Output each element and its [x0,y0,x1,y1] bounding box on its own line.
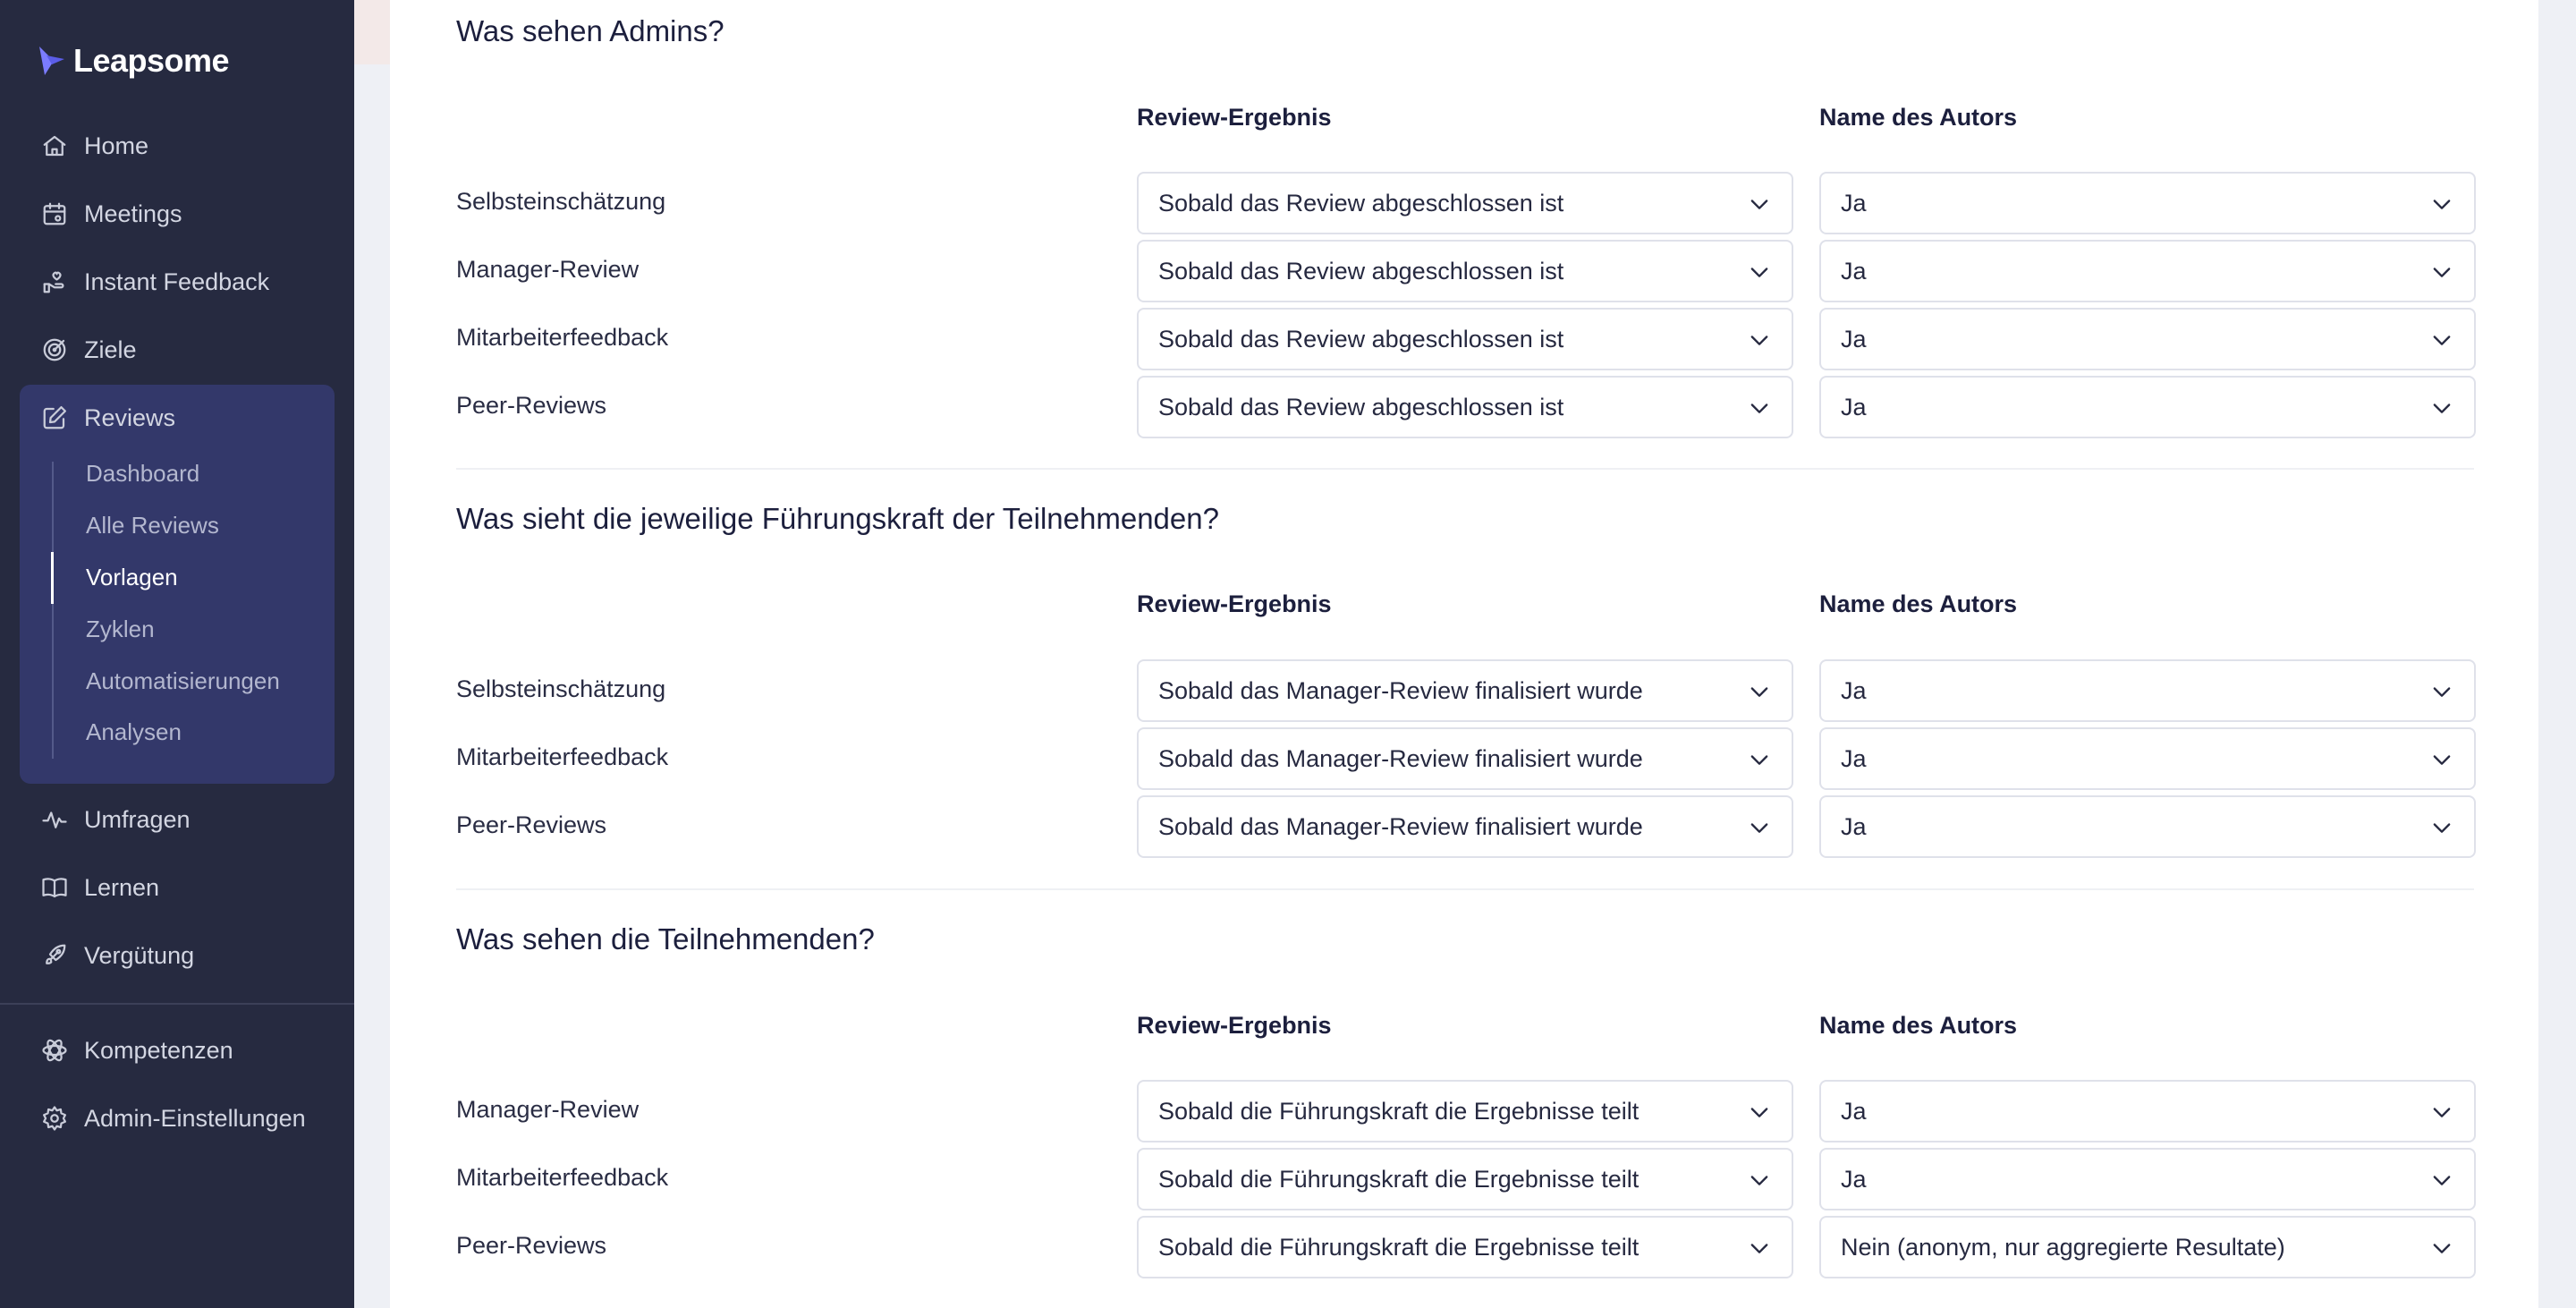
select-value: Ja [1841,677,1867,704]
select-value: Ja [1841,745,1867,772]
sidebar-subitem-dashboard[interactable]: Dashboard [86,460,200,487]
result-select[interactable] [1137,376,1793,438]
sidebar-subitem-zyklen[interactable]: Zyklen [86,616,155,642]
chevron-down-icon [2429,1168,2454,1193]
sidebar-item-reviews[interactable] [0,391,354,445]
result-select[interactable] [1137,727,1793,790]
submenu-active-indicator [51,552,54,604]
select-value: Sobald das Manager-Review finalisiert wurde [1158,677,1643,704]
sidebar-subitem-vorlagen[interactable]: Vorlagen [86,564,178,590]
author-select[interactable] [1819,727,2476,790]
result-select[interactable] [1137,1216,1793,1278]
chevron-down-icon [1747,679,1772,704]
sidebar-item-lernen[interactable] [0,861,354,914]
section-divider [456,888,2474,890]
author-select[interactable] [1819,308,2476,370]
select-value: Sobald das Manager-Review finalisiert wurde [1158,745,1643,772]
author-select[interactable] [1819,659,2476,722]
chevron-down-icon [2429,1236,2454,1261]
sidebar-item-label: Reviews [84,403,176,431]
column-header-author: Name des Autors [1819,104,2018,131]
sidebar-item-label: Umfragen [84,805,191,833]
row-label: Manager-Review [456,1096,640,1123]
result-select[interactable] [1137,1148,1793,1210]
select-value: Sobald die Führungskraft die Ergebnisse teilt [1158,1166,1640,1193]
sidebar-item-admin-einstellungen[interactable] [0,1091,354,1145]
submenu-line [52,462,54,759]
activity-icon [39,804,70,835]
chevron-down-icon [2429,815,2454,840]
select-value: Sobald das Manager-Review finalisiert wurde [1158,813,1643,840]
result-select[interactable] [1137,659,1793,722]
author-select[interactable] [1819,1148,2476,1210]
hand-heart-icon [39,267,70,297]
row-label: Peer-Reviews [456,1232,607,1259]
sidebar-item-label: Lernen [84,873,160,901]
sidebar-item-kompetenzen[interactable] [0,1023,354,1077]
result-select[interactable] [1137,172,1793,234]
sidebar-item-home[interactable] [0,119,354,173]
chevron-down-icon [1747,327,1772,352]
rocket-icon [39,940,70,971]
brand-logo[interactable] [36,39,229,82]
select-value: Ja [1841,1098,1867,1125]
sidebar-item-ziele[interactable] [0,323,354,377]
section-divider [456,468,2474,470]
row-label: Selbsteinschätzung [456,188,666,215]
chevron-down-icon [2429,395,2454,420]
author-select[interactable] [1819,172,2476,234]
sidebar-item-label: Vergütung [84,941,195,969]
target-icon [39,335,70,365]
sidebar-divider [0,1003,354,1005]
row-label: Manager-Review [456,256,640,283]
sidebar-item-label: Instant Feedback [84,268,270,295]
row-label: Selbsteinschätzung [456,675,666,702]
row-label: Mitarbeiterfeedback [456,1164,669,1191]
row-label: Mitarbeiterfeedback [456,324,669,351]
select-value: Sobald das Review abgeschlossen ist [1158,190,1564,217]
brand-name: Leapsome [73,42,230,79]
select-value: Ja [1841,813,1867,840]
sidebar-item-verguetung[interactable] [0,929,354,982]
select-value: Sobald die Führungskraft die Ergebnisse teilt [1158,1234,1640,1261]
result-select[interactable] [1137,1080,1793,1142]
select-value: Ja [1841,190,1867,217]
select-value: Ja [1841,1166,1867,1193]
row-label: Peer-Reviews [456,811,607,838]
chevron-down-icon [1747,395,1772,420]
sidebar-item-meetings[interactable] [0,187,354,241]
author-select[interactable] [1819,795,2476,858]
chevron-down-icon [2429,747,2454,772]
select-value: Sobald das Review abgeschlossen ist [1158,258,1564,285]
sidebar-subitem-automatisierungen[interactable]: Automatisierungen [86,667,280,694]
sidebar-item-label: Admin-Einstellungen [84,1104,306,1132]
row-label: Peer-Reviews [456,392,607,419]
sidebar-item-umfragen[interactable] [0,793,354,846]
atom-icon [39,1035,70,1066]
result-select[interactable] [1137,308,1793,370]
book-icon [39,872,70,903]
sidebar-item-label: Ziele [84,335,137,363]
chevron-down-icon [1747,815,1772,840]
gear-icon [39,1103,70,1134]
chevron-down-icon [2429,679,2454,704]
select-value: Nein (anonym, nur aggregierte Resultate) [1841,1234,2285,1261]
author-select[interactable] [1819,376,2476,438]
calendar-icon [39,199,70,229]
select-value: Sobald die Führungskraft die Ergebnisse teilt [1158,1098,1640,1125]
chevron-down-icon [1747,1100,1772,1125]
home-icon [39,131,70,161]
author-select[interactable] [1819,240,2476,302]
sidebar-subitem-alle-reviews[interactable]: Alle Reviews [86,512,219,539]
section-title-managers: Was sieht die jeweilige Führungskraft der Teilnehmenden? [456,502,1219,535]
sidebar-item-label: Kompetenzen [84,1036,233,1064]
column-header-result: Review-Ergebnis [1137,590,1332,617]
result-select[interactable] [1137,240,1793,302]
section-title-admins: Was sehen Admins? [456,14,724,47]
chevron-down-icon [1747,1236,1772,1261]
leapsome-logo-icon [36,43,68,79]
chevron-down-icon [1747,259,1772,285]
chevron-down-icon [2429,259,2454,285]
sidebar [0,0,354,1308]
section-title-participants: Was sehen die Teilnehmenden? [456,922,875,956]
sidebar-subitem-analysen[interactable]: Analysen [86,718,182,745]
author-select[interactable] [1819,1080,2476,1142]
select-value: Ja [1841,258,1867,285]
select-value: Ja [1841,326,1867,352]
select-value: Ja [1841,394,1867,420]
column-header-author: Name des Autors [1819,1012,2018,1039]
visibility-settings-panel [390,0,2538,1308]
sidebar-item-label: Home [84,132,149,159]
header-strip [354,0,390,64]
chevron-down-icon [1747,1168,1772,1193]
column-header-result: Review-Ergebnis [1137,1012,1332,1039]
chevron-down-icon [1747,191,1772,217]
row-label: Mitarbeiterfeedback [456,743,669,770]
chevron-down-icon [2429,191,2454,217]
chevron-down-icon [2429,327,2454,352]
column-header-author: Name des Autors [1819,590,2018,617]
column-header-result: Review-Ergebnis [1137,104,1332,131]
chevron-down-icon [2429,1100,2454,1125]
select-value: Sobald das Review abgeschlossen ist [1158,326,1564,352]
select-value: Sobald das Review abgeschlossen ist [1158,394,1564,420]
sidebar-item-label: Meetings [84,200,182,227]
edit-icon [39,403,70,433]
result-select[interactable] [1137,795,1793,858]
sidebar-item-instant-feedback[interactable] [0,255,354,309]
chevron-down-icon [1747,747,1772,772]
author-select[interactable] [1819,1216,2476,1278]
